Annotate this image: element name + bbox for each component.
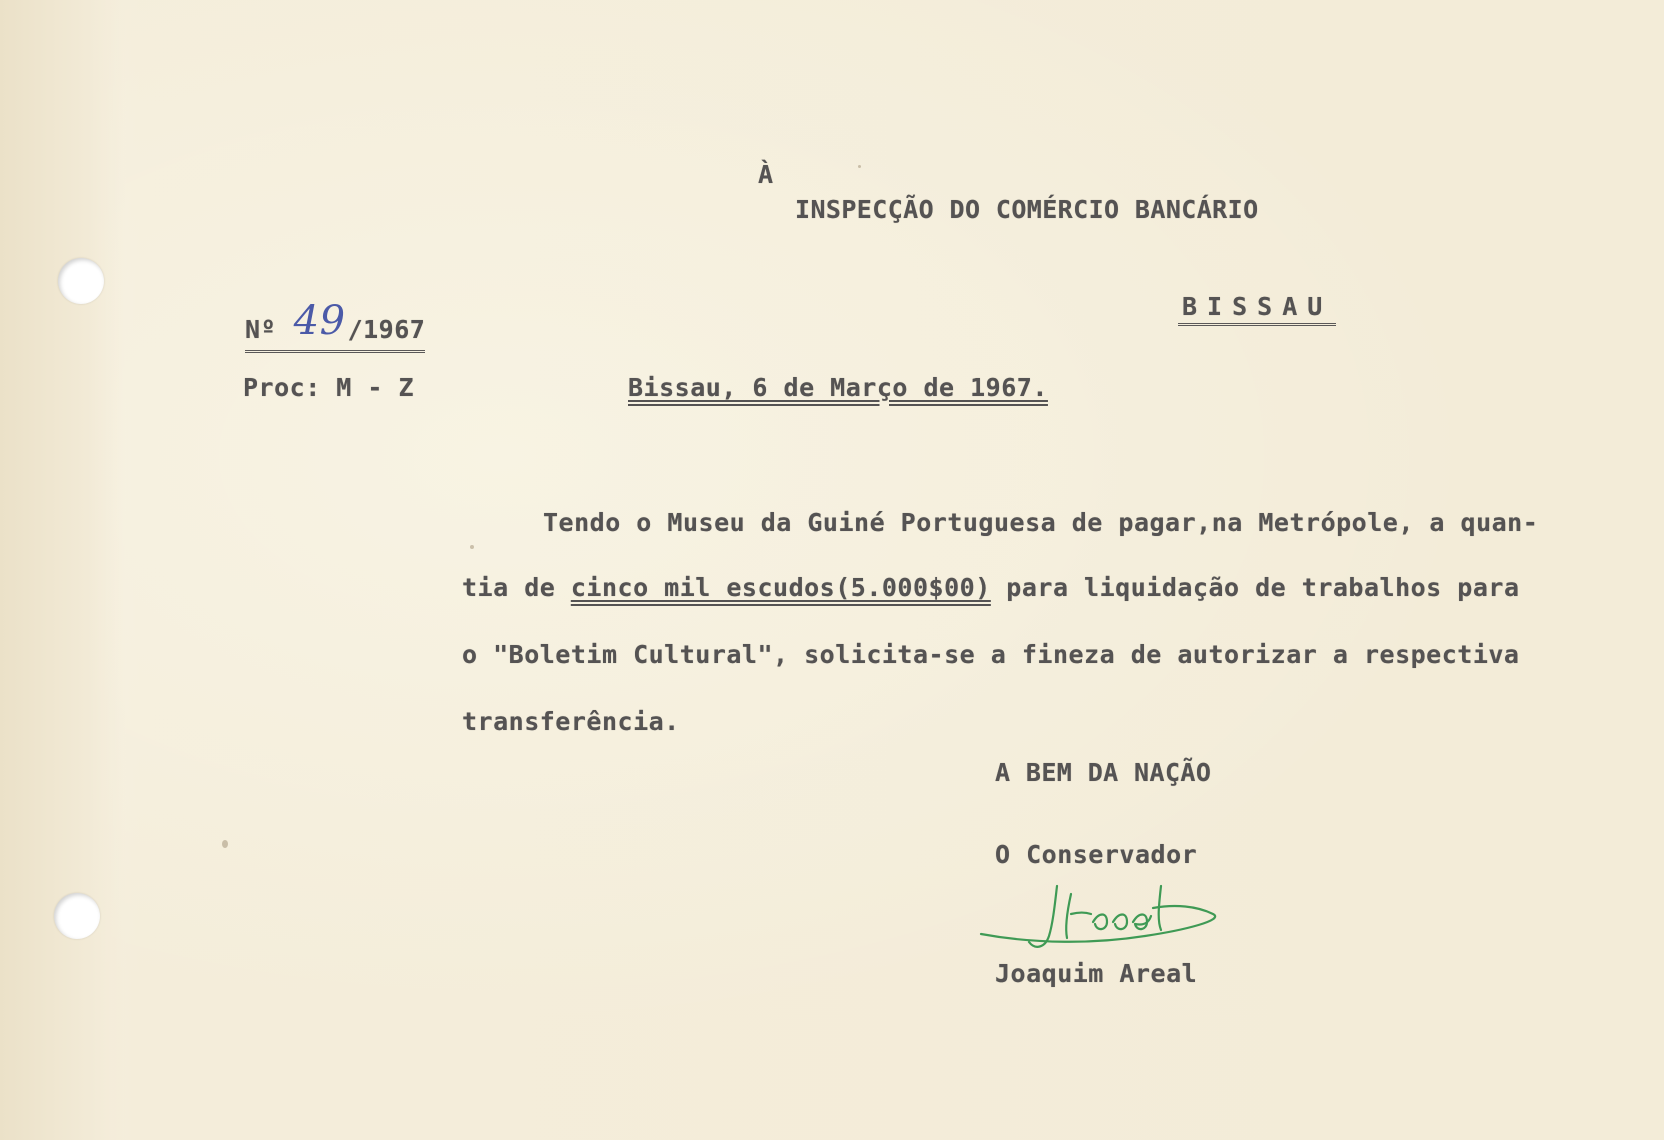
body-line-3: o "Boletim Cultural", solicita-se a fineza de autorizar a respectiva bbox=[462, 640, 1520, 669]
body-line-2-start: tia de bbox=[462, 573, 571, 602]
body-line-4: transferência. bbox=[462, 707, 680, 736]
reference-number bbox=[245, 298, 426, 353]
handwritten-number: 49 bbox=[293, 298, 346, 344]
reference-prefix: Nº bbox=[245, 315, 277, 344]
salutation: À bbox=[758, 160, 774, 189]
letter-date: Bissau, 6 de Março de 1967. bbox=[628, 373, 1048, 402]
handwritten-signature bbox=[975, 878, 1245, 958]
paper-speck bbox=[858, 165, 861, 168]
paper-speck bbox=[222, 840, 228, 848]
punch-hole-bottom bbox=[54, 893, 100, 939]
reference-year: /1967 bbox=[347, 315, 426, 344]
amount-text: cinco mil escudos(5.000$00) bbox=[570, 573, 991, 602]
paper-speck bbox=[470, 545, 474, 549]
body-line-2-end: para liquidação de trabalhos para bbox=[990, 573, 1520, 602]
closing-salutation: A BEM DA NAÇÃO bbox=[995, 758, 1212, 787]
punch-hole-top bbox=[58, 258, 104, 304]
signatory-name: Joaquim Areal bbox=[995, 959, 1198, 988]
recipient-line: INSPECÇÃO DO COMÉRCIO BANCÁRIO bbox=[795, 195, 1259, 224]
signatory-role: O Conservador bbox=[995, 840, 1198, 869]
body-line-2 bbox=[462, 573, 1520, 602]
body-line-1: Tendo o Museu da Guiné Portuguesa de pagar,na Metrópole, a quan- bbox=[543, 508, 1539, 537]
city-header: BISSAU bbox=[1178, 292, 1336, 326]
binder-margin bbox=[0, 0, 125, 1140]
process-code: Proc: M - Z bbox=[243, 373, 415, 402]
